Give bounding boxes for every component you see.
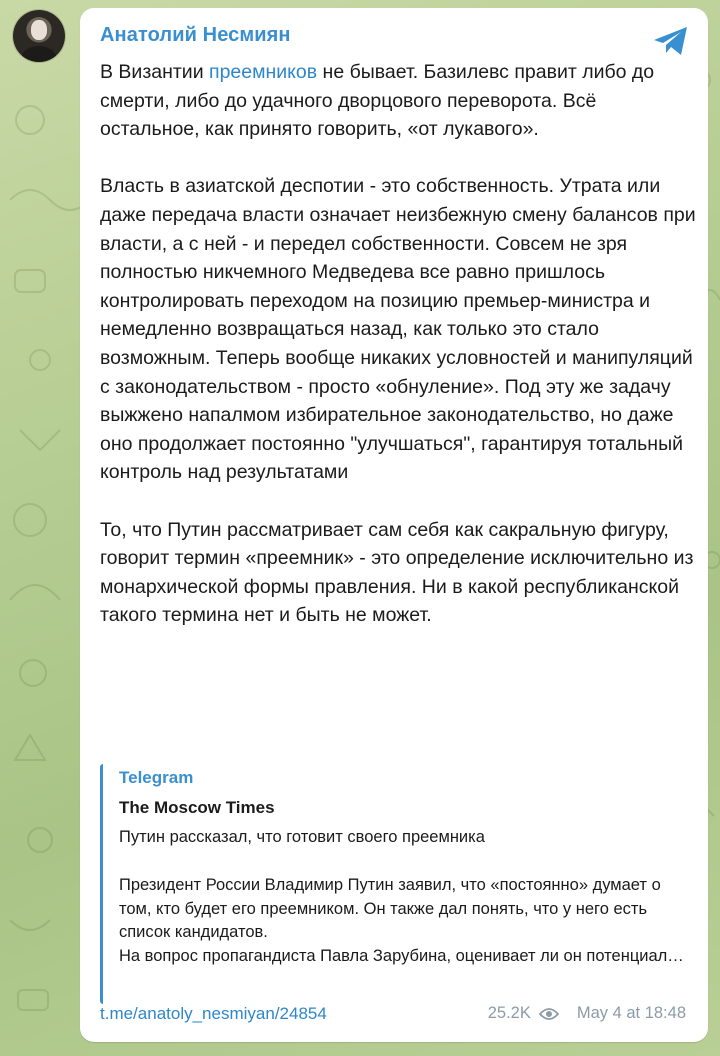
post-meta: [488, 1004, 686, 1023]
preview-site-name: Telegram: [119, 768, 194, 787]
post-paragraph-2: Власть в азиатской деспотии - это собственность. Утрата или даже передача власти означает неизбежную смену балансов при власти, а с ней - и передел собственности. Совсем не зря полностью никчемного Медведева все равно пришлось контролировать переходом на позицию премьер-министра и немедленно возвращаться назад, как только это стало возможным. Теперь вообще никаких условностей и манипуляций с законодательством - просто «обнуление». Под эту же задачу выжжено напалмом избирательное законодательство, но даже оно продолжает постоянно "улучшаться", гарантируя тотальный контроль над результатами: [100, 175, 696, 484]
post-permalink[interactable]: t.me/anatoly_nesmiyan/24854: [100, 1004, 327, 1023]
preview-description: [119, 874, 689, 968]
post-text: [100, 58, 698, 630]
telegram-share-icon[interactable]: [652, 24, 690, 58]
eye-icon: [539, 1007, 559, 1021]
preview-description-line-2: На вопрос пропагандиста Павла Зарубина, оценивает ли он потенциал…: [119, 946, 684, 965]
post-date: May 4 at 18:48: [576, 1004, 686, 1022]
preview-subtitle: Путин рассказал, что готовит своего преемника: [119, 828, 485, 846]
author-name[interactable]: Анатолий Несмиян: [100, 24, 291, 46]
message-bubble: [80, 8, 708, 1042]
post-paragraph-3: То, что Путин рассматривает сам себя как сакральную фигуру, говорит термин «преемник» - это определение исключительно из монархической формы правления. Ни в какой республиканской такого термина нет и быть не может.: [100, 518, 694, 627]
paragraph-1-start: В Византии: [100, 61, 210, 83]
views-count: 25.2K: [487, 1004, 531, 1022]
post-paragraph-1: [100, 58, 698, 144]
avatar-shoulders: [21, 46, 57, 62]
hashtag-link-preemniki[interactable]: преемников: [209, 61, 318, 83]
preview-description-line-1: Президент России Владимир Путин заявил, что «постоянно» думает о том, кто будет его преемником. Он также дал понять, что у него есть список кандидатов.: [119, 876, 661, 941]
preview-title: The Moscow Times: [119, 798, 275, 817]
link-preview[interactable]: [100, 764, 690, 1004]
author-avatar[interactable]: [13, 10, 65, 62]
avatar-face: [31, 20, 47, 40]
paragraph-1-end: не бывает. Базилевс правит либо до смерти, либо до удачного дворцового переворота. Всё остальное, как принято говорить, «от лукавого».: [100, 61, 655, 141]
